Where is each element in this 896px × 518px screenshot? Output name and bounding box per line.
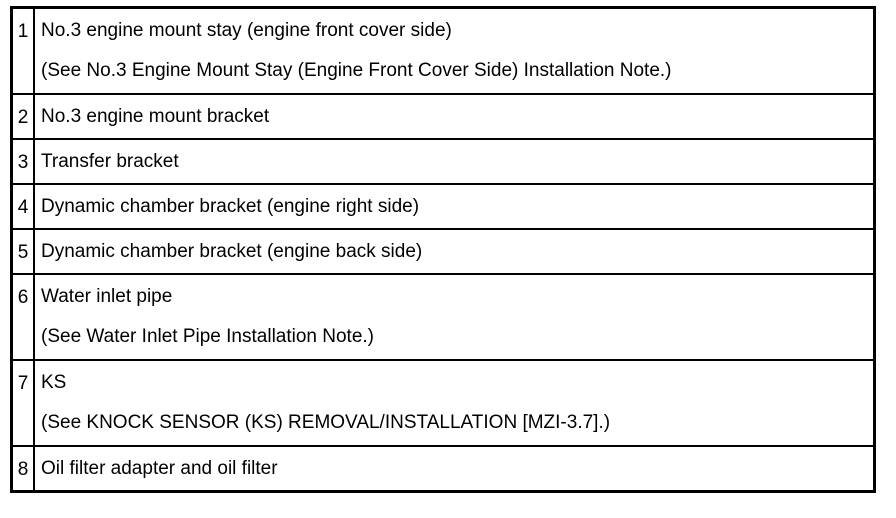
part-number: 2 — [12, 94, 35, 139]
part-note: (See KNOCK SENSOR (KS) REMOVAL/INSTALLATION [MZI-3.7].) — [41, 412, 611, 433]
part-number: 5 — [12, 229, 35, 274]
table-row — [12, 139, 875, 184]
part-number: 3 — [12, 139, 35, 184]
table-row — [12, 184, 875, 229]
table-row — [12, 8, 875, 95]
table-row — [12, 94, 875, 139]
table-row — [12, 229, 875, 274]
part-name: KS — [41, 372, 67, 393]
part-number: 7 — [12, 360, 35, 446]
part-number: 4 — [12, 184, 35, 229]
part-note: (See Water Inlet Pipe Installation Note.) — [41, 326, 375, 347]
part-name: No.3 engine mount bracket — [41, 106, 270, 127]
part-description — [34, 446, 875, 492]
part-number: 8 — [12, 446, 35, 492]
part-name: No.3 engine mount stay (engine front cover side) — [41, 20, 452, 41]
part-description — [34, 139, 875, 184]
part-name: Oil filter adapter and oil filter — [41, 458, 278, 479]
table-row — [12, 360, 875, 446]
part-description — [34, 184, 875, 229]
part-name: Water inlet pipe — [41, 286, 173, 307]
table-row — [12, 446, 875, 492]
part-number: 1 — [12, 8, 35, 95]
part-name: Dynamic chamber bracket (engine right side) — [41, 196, 420, 217]
part-name: Dynamic chamber bracket (engine back side) — [41, 241, 423, 262]
parts-table — [10, 6, 876, 493]
part-description — [34, 94, 875, 139]
part-note: (See No.3 Engine Mount Stay (Engine Front Cover Side) Installation Note.) — [41, 60, 672, 81]
part-description — [34, 229, 875, 274]
part-description — [34, 360, 875, 446]
table-row — [12, 274, 875, 360]
part-description — [34, 8, 875, 95]
part-number: 6 — [12, 274, 35, 360]
part-name: Transfer bracket — [41, 151, 179, 172]
part-description — [34, 274, 875, 360]
